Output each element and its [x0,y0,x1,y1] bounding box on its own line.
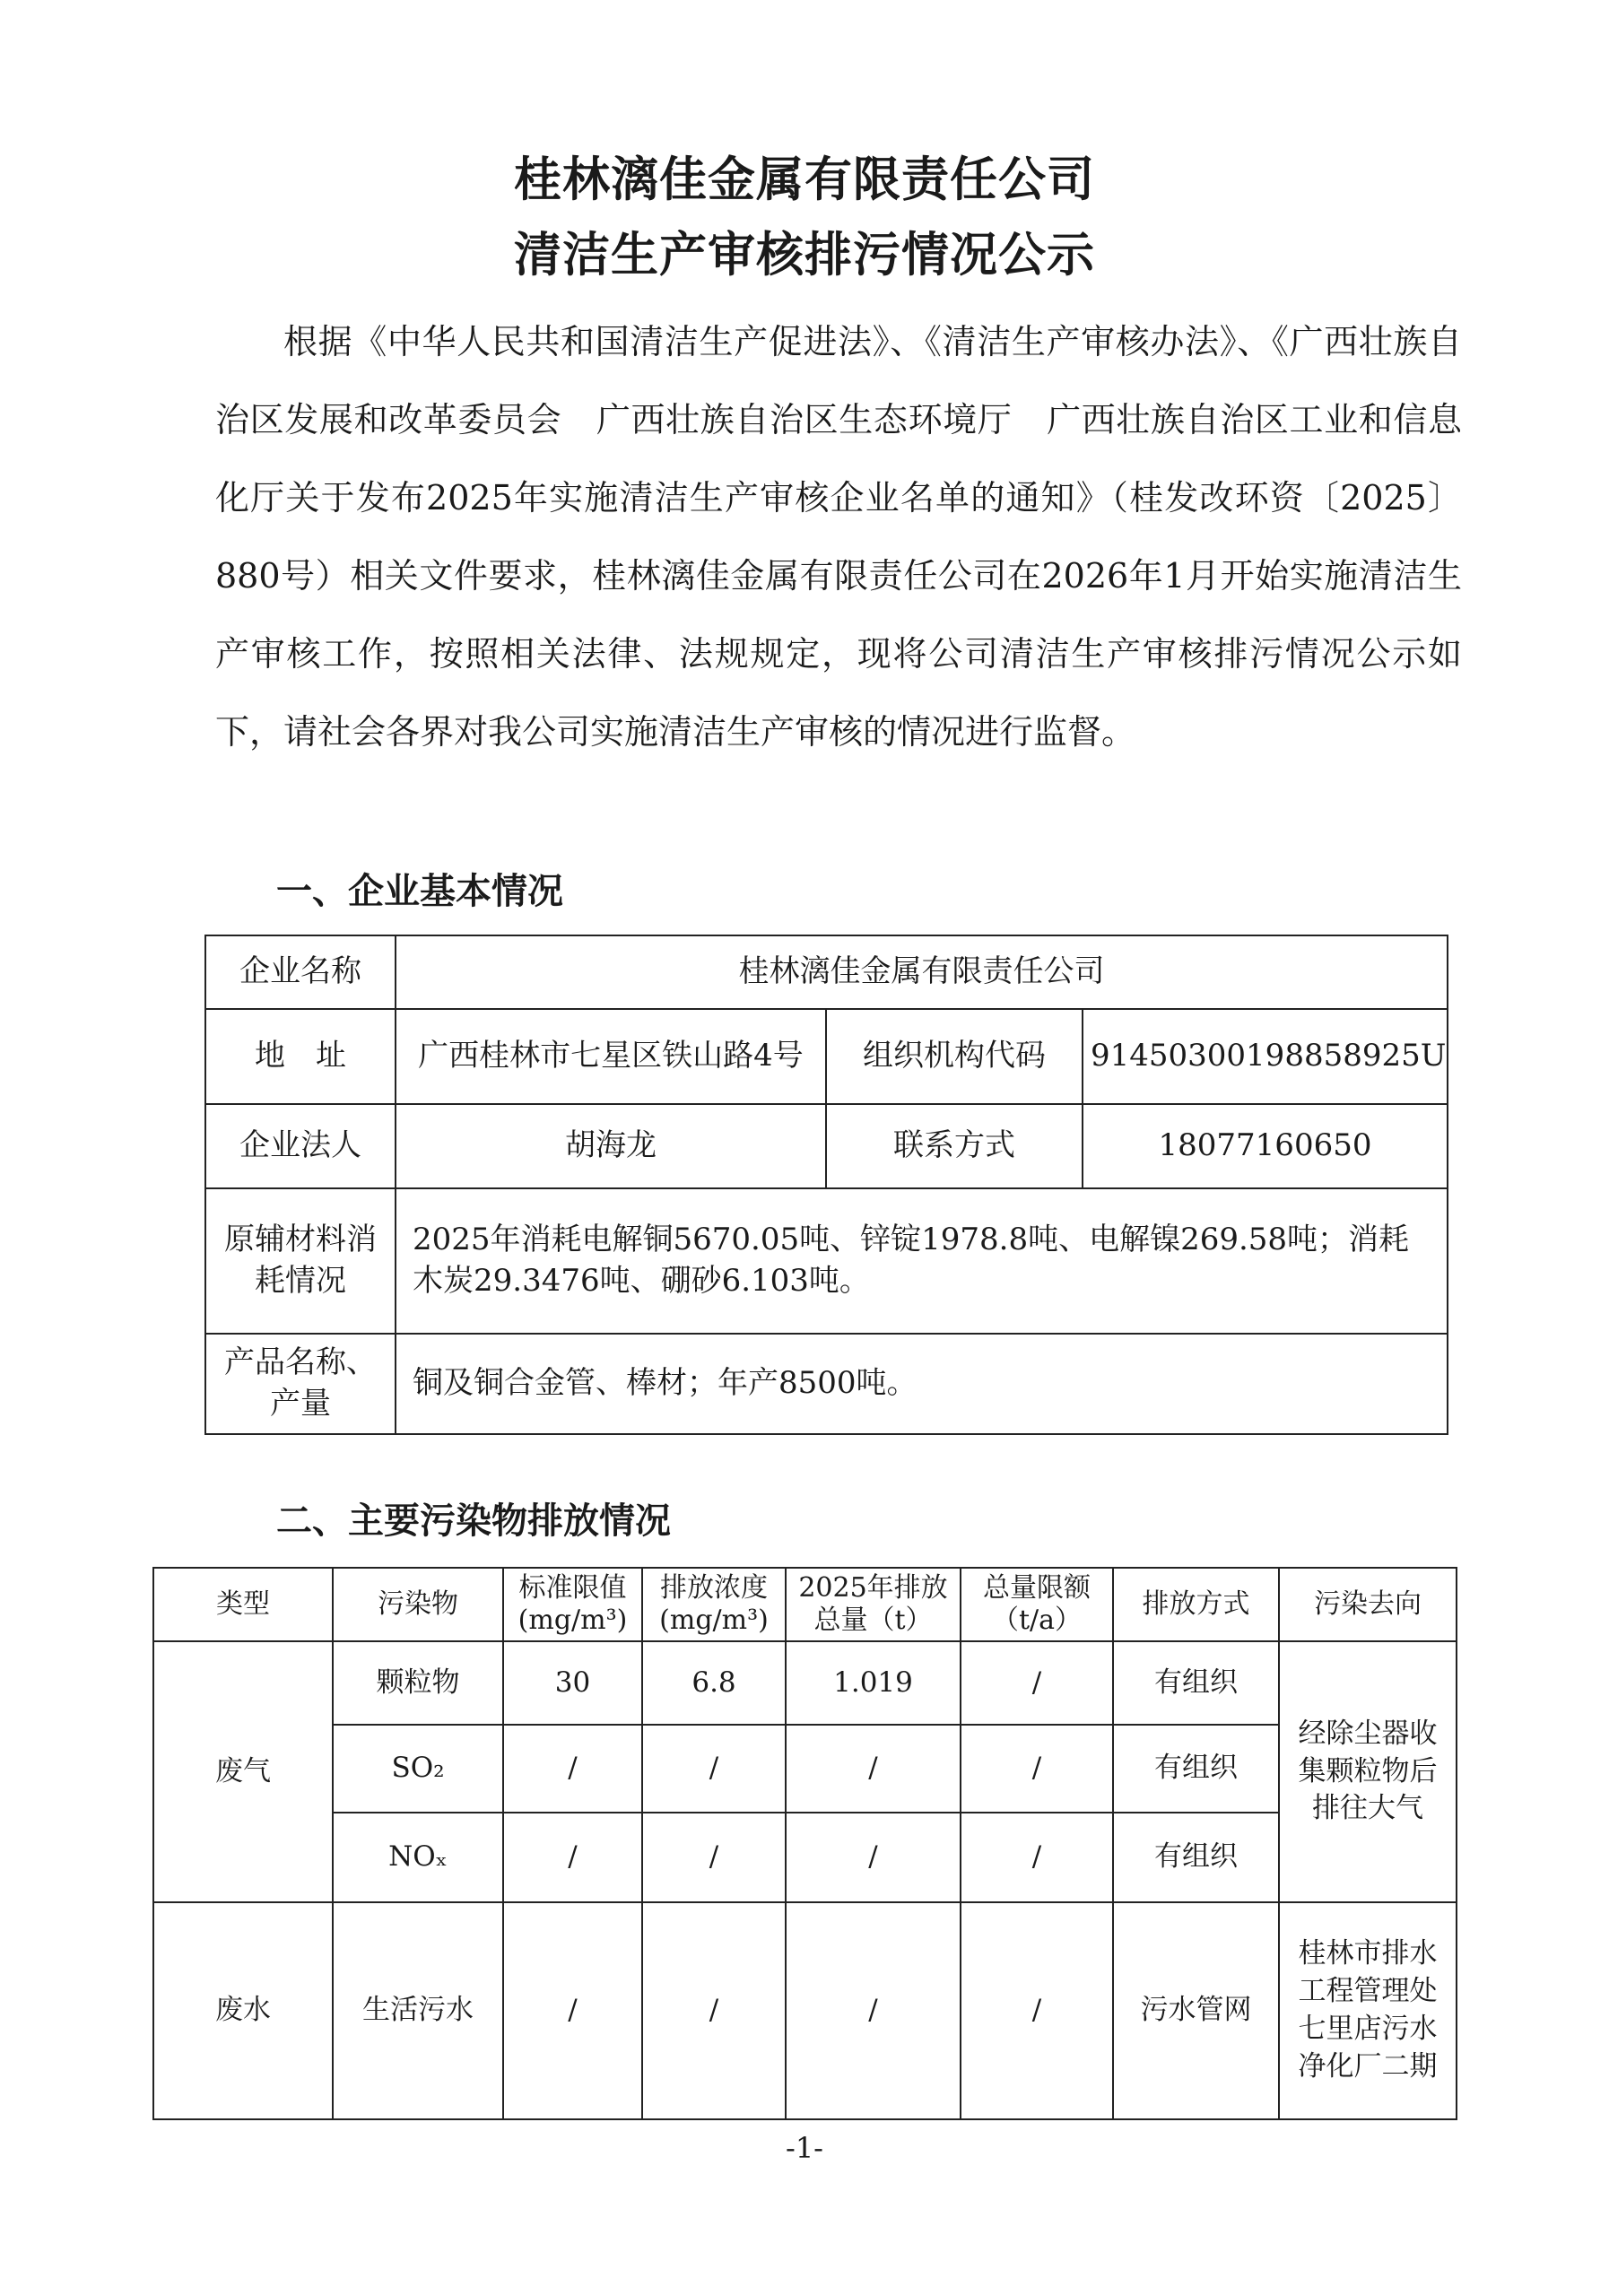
document-title-line2: 清洁生产审核排污情况公示 [514,228,1095,283]
concentration-cell: 6.8 [642,1641,786,1725]
standard-cell: / [503,1902,642,2119]
emissions-table [152,1567,1457,2120]
total-cell: / [786,1902,961,2119]
intro-paragraph: 根据《中华人民共和国清洁生产促进法》、《清洁生产审核办法》、《广西壮族自治区发展和改革委员会 广西壮族自治区生态环境厅 广西壮族自治区工业和信息化厅关于发布2025年实施清洁生产审核企业名单的通知》（桂发改环资〔2025〕880号）相关文件要求，桂林漓佳金属有限责任公司在2026年1月开始实施清洁生产审核工作，按照相关法律、法规规定，现将公司清洁生产审核排污情况公示如下，请社会各界对我公司实施清洁生产审核的情况进行监督。 [215,322,1462,752]
org-code-label: 组织机构代码 [826,1009,1083,1104]
address-label: 地 址 [205,1009,396,1104]
company-name-value: 桂林漓佳金属有限责任公司 [396,935,1448,1009]
legal-person-value: 胡海龙 [396,1104,826,1188]
water-destination: 桂林市排水工程管理处七里店污水净化厂二期 [1279,1902,1457,2119]
org-code-value: 91450300198858925U [1083,1009,1448,1104]
contact-value: 18077160650 [1083,1104,1448,1188]
header-pollutant: 污染物 [333,1568,503,1641]
method-cell: 有组织 [1113,1813,1279,1902]
page-number: -1- [786,2131,823,2165]
limit-cell: / [961,1725,1113,1813]
materials-value: 2025年消耗电解铜5670.05吨、锌锭1978.8吨、电解镍269.58吨；消耗木炭29.3476吨、硼砂6.103吨。 [396,1188,1448,1334]
legal-person-label: 企业法人 [205,1104,396,1188]
header-standard: 标准限值 (mg/m³) [503,1568,642,1641]
limit-cell: / [961,1641,1113,1725]
total-cell: 1.019 [786,1641,961,1725]
pollutant-cell: NOₓ [333,1813,503,1902]
product-label: 产品名称、产量 [205,1334,396,1434]
method-cell: 污水管网 [1113,1902,1279,2119]
section-heading-emissions: 二、主要污染物排放情况 [276,1500,671,1542]
concentration-cell: / [642,1902,786,2119]
method-cell: 有组织 [1113,1725,1279,1813]
standard-cell: / [503,1725,642,1813]
pollutant-cell: 颗粒物 [333,1641,503,1725]
type-waste-gas: 废气 [153,1641,333,1902]
contact-label: 联系方式 [826,1104,1083,1188]
header-method: 排放方式 [1113,1568,1279,1641]
header-type: 类型 [153,1568,333,1641]
header-concentration: 排放浓度 (mg/m³) [642,1568,786,1641]
document-title-line1: 桂林漓佳金属有限责任公司 [514,152,1095,207]
standard-cell: 30 [503,1641,642,1725]
gas-destination: 经除尘器收集颗粒物后排往大气 [1279,1641,1457,1902]
method-cell: 有组织 [1113,1641,1279,1725]
standard-cell: / [503,1813,642,1902]
section-heading-basic-info: 一、企业基本情况 [276,871,563,912]
header-total: 2025年排放 总量（t） [786,1568,961,1641]
materials-label: 原辅材料消耗情况 [205,1188,396,1334]
total-cell: / [786,1725,961,1813]
address-value: 广西桂林市七星区铁山路4号 [396,1009,826,1104]
limit-cell: / [961,1813,1113,1902]
limit-cell: / [961,1902,1113,2119]
type-waste-water: 废水 [153,1902,333,2119]
header-destination: 污染去向 [1279,1568,1457,1641]
concentration-cell: / [642,1725,786,1813]
concentration-cell: / [642,1813,786,1902]
basic-info-table [204,935,1448,1435]
header-limit: 总量限额 （t/a） [961,1568,1113,1641]
company-name-label: 企业名称 [205,935,396,1009]
total-cell: / [786,1813,961,1902]
pollutant-cell: SO₂ [333,1725,503,1813]
product-value: 铜及铜合金管、棒材；年产8500吨。 [396,1334,1448,1434]
pollutant-cell: 生活污水 [333,1902,503,2119]
